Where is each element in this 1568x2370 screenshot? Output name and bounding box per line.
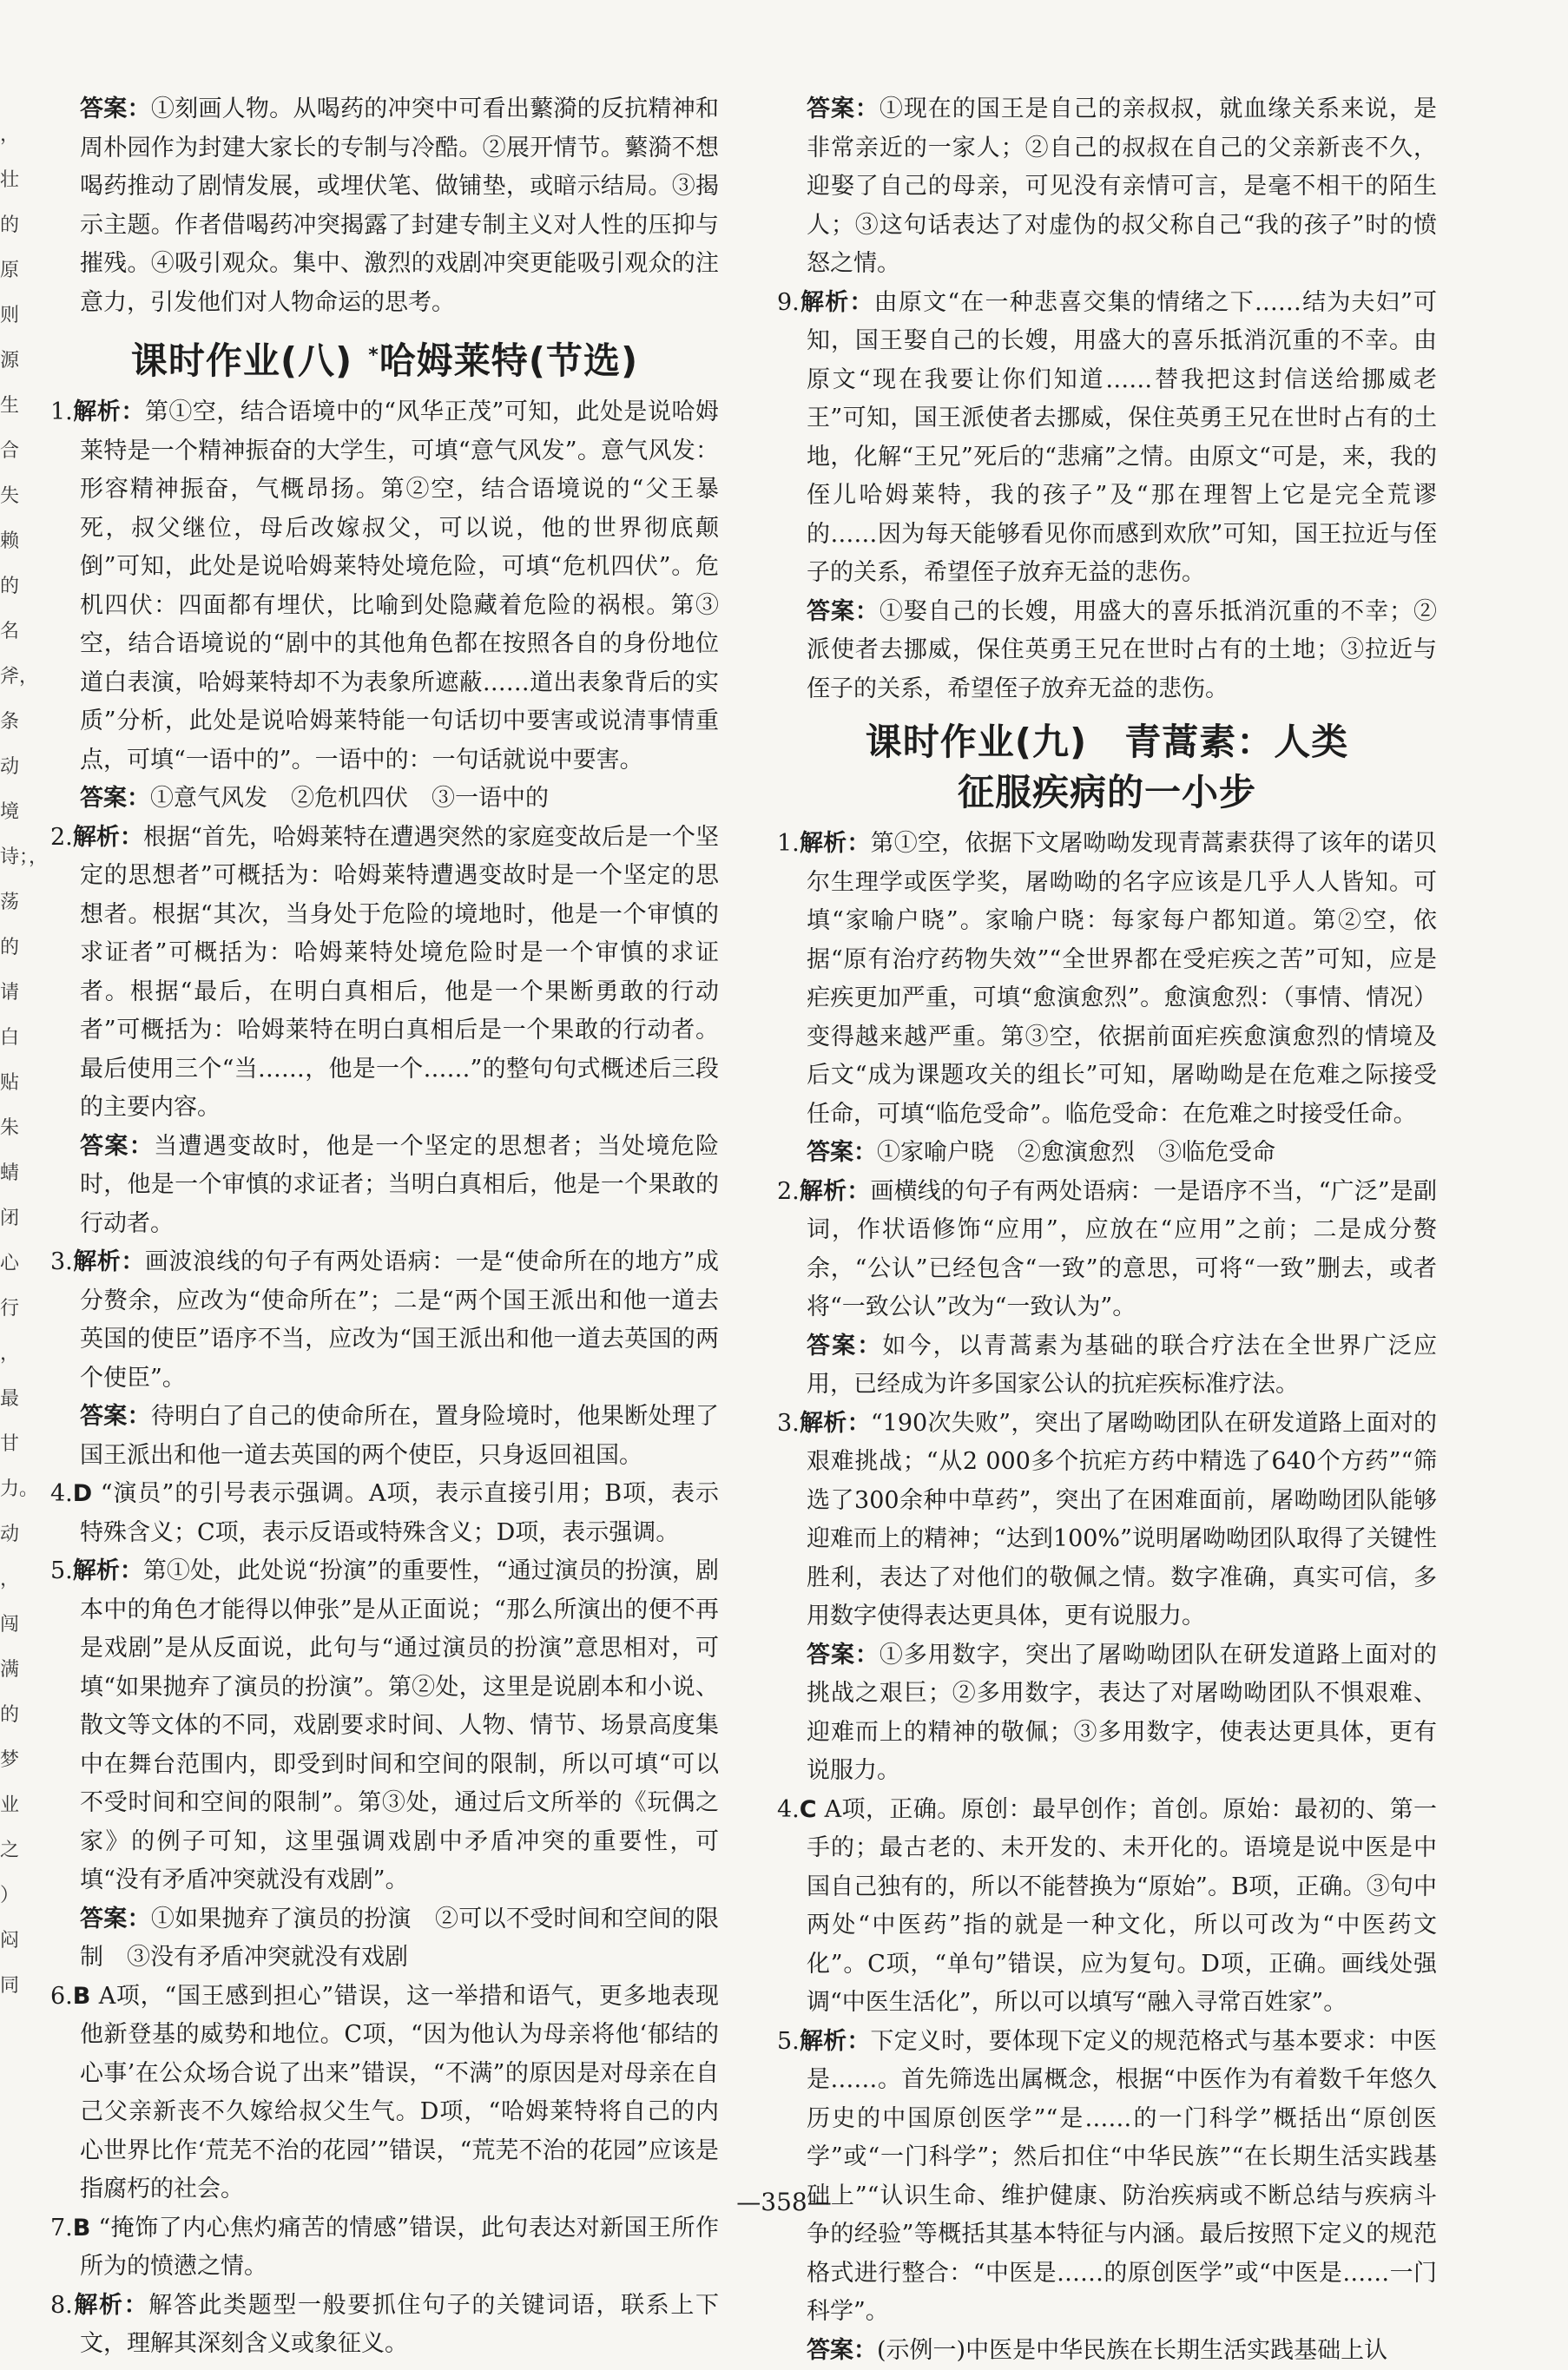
answer-2: 答案：当遭遇变故时，他是一个坚定的思想者；当处境危险时，他是一个审慎的求证者；当明白真相后，他是一个果敢的行动者。: [50, 1128, 719, 1244]
answer-5: 答案：①如果抛弃了演员的扮演 ②可以不受时间和空间的限制 ③没有矛盾冲突就没有戏剧: [50, 1900, 719, 1978]
question-2: 2.解析：根据“首先，哈姆莱特在遭遇突然的家庭变故后是一个坚定的思想者”可概括为：哈姆莱特遭遇变故时是一个坚定的思想者。根据“其次，当身处于危险的境地时，他是一个审慎的求证者”可概括为：哈姆莱特处境危险时是一个审慎的求证者。根据“最后，在明白真相后，他是一个果断勇敢的行动者”可概括为：哈姆莱特在明白真相后是一个果敢的行动者。最后使用三个“当……，他是一个……”的整句句式概述后三段的主要内容。: [50, 819, 719, 1128]
left-margin-bleed-text: ，壮的原则 源 生合失赖的名斧，条动境 诗；， 荡 的请白贴朱蜻闭 心行 ，最甘力。 动 ，闯满的梦 业之 ）闷同: [0, 113, 23, 2110]
question-9: 9.解析：由原文“在一种悲喜交集的情绪之下……结为夫妇”可知，国王娶自己的长嫂，用盛大的喜乐抵消沉重的不幸。由原文“现在我要让你们知道……替我把这封信送给挪威老王”可知，国王派使者去挪威，保住英勇王兄在世时占有的土地，化解“王兄”死后的“悲痛”之情。由原文“可是，来，我的侄儿哈姆莱特，我的孩子”及“那在理智上它是完全荒谬的……因为每天能够看见你而感到欢欣”可知，国王拉近与侄子的关系，希望侄子放弃无益的悲伤。: [777, 284, 1437, 593]
question-4: 4.D “演员”的引号表示强调。A项，表示直接引用；B项，表示特殊含义；C项，表示反语或特殊含义；D项，表示强调。: [50, 1475, 719, 1552]
answer-r3: 答案：①多用数字，突出了屠呦呦团队在研发道路上面对的挑战之艰巨；②多用数字，表达了对屠呦呦团队不惧艰难、迎难而上的精神的敬佩；③多用数字，使表达更具体，更有说服力。: [777, 1636, 1437, 1791]
answer-1: 答案：①意气风发 ②危机四伏 ③一语中的: [50, 780, 719, 819]
question-6: 6.B A项，“国王感到担心”错误，这一举措和语气，更多地表现他新登基的威势和地位。C项，“因为他认为母亲将他‘郁结的心事’在公众场合说了出来”错误，“不满”的原因是对母亲在自己父亲新丧不久嫁给叔父生气。D项，“哈姆莱特将自己的内心世界比作‘荒芜不治的花园’”错误，“荒芜不治的花园”应该是指腐朽的社会。: [50, 1978, 719, 2209]
left-column: [50, 90, 719, 2364]
answer-paragraph: 答案：①刻画人物。从喝药的冲突中可看出蘩漪的反抗精神和周朴园作为封建大家长的专制与冷酷。②展开情节。蘩漪不想喝药推动了剧情发展，或埋伏笔、做铺垫，或暗示结局。③揭示主题。作者借喝药冲突揭露了封建专制主义对人性的压抑与摧残。④吸引观众。集中、激烈的戏剧冲突更能吸引观众的注意力，引发他们对人物命运的思考。: [50, 90, 719, 322]
question-r4: 4.C A项，正确。原创：最早创作；首创。原始：最初的、第一手的；最古老的、未开发的、未开化的。语境是说中医是中国自己独有的，所以不能替换为“原始”。B项，正确。③句中两处“中医药”指的就是一种文化，所以可改为“中医药文化”。C项，“单句”错误，应为复句。D项，正确。画线处强调“中医生活化”，所以可以填写“融入寻常百姓家”。: [777, 1791, 1437, 2023]
question-5: 5.解析：第①处，此处说“扮演”的重要性，“通过演员的扮演，剧本中的角色才能得以伸张”是从正面说；“那么所演出的便不再是戏剧”是从反面说，此句与“通过演员的扮演”意思相对，可填“如果抛弃了演员的扮演”。第②处，这里是说剧本和小说、散文等文体的不同，戏剧要求时间、人物、情节、场景高度集中在舞台范围内，即受到时间和空间的限制，所以可填“可以不受时间和空间的限制”。第③处，通过后文所举的《玩偶之家》的例子可知，这里强调戏剧中矛盾冲突的重要性，可填“没有矛盾冲突就没有戏剧”。: [50, 1552, 719, 1900]
question-7: 7.B “掩饰了内心焦灼痛苦的情感”错误，此句表达对新国王所作所为的愤懑之情。: [50, 2209, 719, 2287]
question-1: 1.解析：第①空，结合语境中的“风华正茂”可知，此处是说哈姆莱特是一个精神振奋的大学生，可填“意气风发”。意气风发：形容精神振奋，气概昂扬。第②空，结合语境说的“父王暴死，叔父继位，母后改嫁叔父，可以说，他的世界彻底颠倒”可知，此处是说哈姆莱特处境危险，可填“危机四伏”。危机四伏：四面都有埋伏，比喻到处隐藏着危险的祸根。第③空，结合语境说的“剧中的其他角色都在按照各自的身份地位道白表演，哈姆莱特却不为表象所遮蔽……道出表象背后的实质”分析，此处是说哈姆莱特能一句话切中要害或说清事情重点，可填“一语中的”。一语中的：一句话就说中要害。: [50, 393, 719, 780]
answer-9: 答案：①娶自己的长嫂，用盛大的喜乐抵消沉重的不幸；②派使者去挪威，保住英勇王兄在世时占有的土地；③拉近与侄子的关系，希望侄子放弃无益的悲伤。: [777, 593, 1437, 709]
page-number: —358—: [0, 2188, 1568, 2216]
question-3: 3.解析：画波浪线的句子有两处语病：一是“使命所在的地方”成分赘余，应改为“使命所在”；二是“两个国王派出和他一道去英国的使臣”语序不当，应改为“国王派出和他一道去英国的两个使臣”。: [50, 1243, 719, 1398]
right-column: [777, 90, 1437, 2370]
question-r5: 5.解析：下定义时，要体现下定义的规范格式与基本要求：中医是……。首先筛选出属概念，根据“中医作为有着数千年悠久历史的中国原创医学”“是……的一门科学”概括出“原创医学”或“一门科学”；然后扣住“中华民族”“在长期生活实践基础上”“认识生命、维护健康、防治疾病或不断总结与疾病斗争的经验”等概括其基本特征与内涵。最后按照下定义的规范格式进行整合：“中医是……的原创医学”或“中医是……一门科学”。: [777, 2023, 1437, 2332]
question-8: 8.解析：解答此类题型一般要抓住句子的关键词语，联系上下文，理解其深刻含义或象征义。: [50, 2287, 719, 2364]
question-r2: 2.解析：画横线的句子有两处语病：一是语序不当，“广泛”是副词，作状语修饰“应用”，应放在“应用”之前；二是成分赘余，“公认”已经包含“一致”的意思，可将“一致”删去，或者将“一致公认”改为“一致认为”。: [777, 1173, 1437, 1327]
section-title-9: 课时作业(九) 青蒿素：人类 征服疾病的一小步: [777, 717, 1437, 818]
answer-r5: 答案：(示例一)中医是中华民族在长期生活实践基础上认: [777, 2332, 1437, 2370]
answer-r1: 答案：①家喻户晓 ②愈演愈烈 ③临危受命: [777, 1134, 1437, 1173]
question-r3: 3.解析：“190次失败”，突出了屠呦呦团队在研发道路上面对的艰难挑战；“从2 000多个抗疟方药中精选了640个方药”“筛选了300余种中草药”，突出了在困难面前，屠呦呦团队能够迎难而上的精神；“达到100%”说明屠呦呦团队取得了关键性胜利，表达了对他们的敬佩之情。数字准确，真实可信，多用数字使得表达更具体，更有说服力。: [777, 1405, 1437, 1636]
question-r1: 1.解析：第①空，依据下文屠呦呦发现青蒿素获得了该年的诺贝尔生理学或医学奖，屠呦呦的名字应该是几乎人人皆知。可填“家喻户晓”。家喻户晓：每家每户都知道。第②空，依据“原有治疗药物失效”“全世界都在受疟疾之苦”可知，应是疟疾更加严重，可填“愈演愈烈”。愈演愈烈：（事情、情况）变得越来越严重。第③空，依据前面疟疾愈演愈烈的情境及后文“成为课题攻关的组长”可知，屠呦呦是在危难之际接受任命，可填“临危受命”。临危受命：在危难之时接受任命。: [777, 825, 1437, 1134]
answer-8: 答案：①现在的国王是自己的亲叔叔，就血缘关系来说，是非常亲近的一家人；②自己的叔叔在自己的父亲新丧不久，迎娶了自己的母亲，可见没有亲情可言，是毫不相干的陌生人；③这句话表达了对虚伪的叔父称自己“我的孩子”时的愤怒之情。: [777, 90, 1437, 284]
section-title-8: 课时作业(八) *哈姆莱特(节选): [50, 331, 719, 386]
answer-r2: 答案：如今，以青蒿素为基础的联合疗法在全世界广泛应用，已经成为许多国家公认的抗疟疾标准疗法。: [777, 1327, 1437, 1405]
answer-3: 答案：待明白了自己的使命所在，置身险境时，他果断处理了国王派出和他一道去英国的两个使臣，只身返回祖国。: [50, 1398, 719, 1475]
